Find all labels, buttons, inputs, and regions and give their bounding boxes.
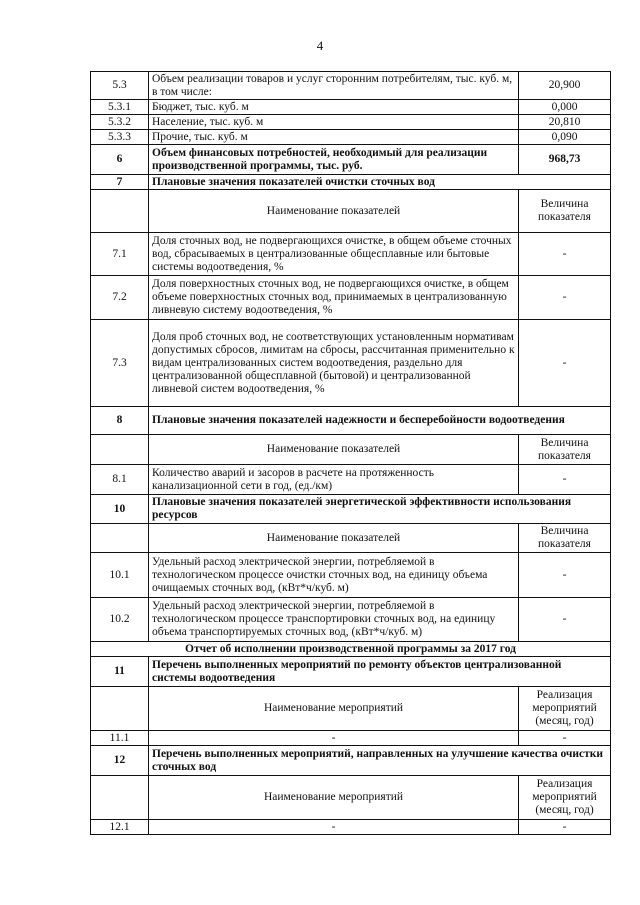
row-name: Доля сточных вод, не подвергающихся очистке, в общем объеме сточных вод, сбрасываемых в централизованные общесплавные или бытовые системы водоотведения, % [149, 233, 519, 276]
row-name: Удельный расход электрической энергии, потребляемой в технологическом процессе транспортировки сточных вод, на единицу объема транспортируемых сточных вод, (кВт*ч/куб. м) [149, 598, 519, 642]
row-number: 12.1 [91, 820, 149, 835]
row-value: - [519, 233, 611, 276]
row-number: 5.3.3 [91, 130, 149, 145]
row-value: - [519, 320, 611, 407]
column-header-name: Наименование показателей [149, 435, 519, 465]
section-number: 7 [91, 175, 149, 190]
row-number: 10.2 [91, 598, 149, 642]
row-name: Удельный расход электрической энергии, потребляемой в технологическом процессе очистки сточных вод, на единицу объема очищаемых сточных вод, (кВт*ч/куб. м) [149, 553, 519, 598]
row-name: - [149, 820, 519, 835]
table-row [91, 731, 611, 746]
column-header-value: Реализация мероприятий (месяц, год) [519, 687, 611, 731]
row-value: - [519, 553, 611, 598]
header-row [91, 776, 611, 820]
column-header-value: Величина показателя [519, 190, 611, 233]
section-number: 12 [91, 746, 149, 776]
table-row [91, 553, 611, 598]
header-row [91, 435, 611, 465]
column-header-name: Наименование показателей [149, 524, 519, 553]
table-row [91, 115, 611, 130]
section-title: Перечень выполненных мероприятий, направленных на улучшение качества очистки сточных вод [149, 746, 611, 776]
row-name: - [149, 731, 519, 746]
column-header-value: Величина показателя [519, 524, 611, 553]
row-number: 5.3.2 [91, 115, 149, 130]
header-row [91, 687, 611, 731]
page-number: 4 [316, 38, 324, 53]
column-header-name: Наименование показателей [149, 190, 519, 233]
row-name: Количество аварий и засоров в расчете на протяженность канализационной сети в год, (ед./км) [149, 465, 519, 495]
table-row [91, 72, 611, 100]
row-name: Население, тыс. куб. м [149, 115, 519, 130]
row-number: 7.3 [91, 320, 149, 407]
row-number: 6 [91, 145, 149, 175]
header-row [91, 524, 611, 553]
section-title: Перечень выполненных мероприятий по ремонту объектов централизованной системы водоотведения [149, 657, 611, 687]
table-row [91, 145, 611, 175]
section-row [91, 407, 611, 435]
row-value: - [519, 598, 611, 642]
row-value: - [519, 276, 611, 320]
section-title: Плановые значения показателей надежности и бесперебойности водоотведения [149, 407, 611, 435]
section-row [91, 175, 611, 190]
row-number: 7.1 [91, 233, 149, 276]
section-number: 8 [91, 407, 149, 435]
column-header-name: Наименование мероприятий [149, 776, 519, 820]
table-row [91, 320, 611, 407]
row-number: 10.1 [91, 553, 149, 598]
row-name: Доля поверхностных сточных вод, не подвергающихся очистке, в общем объеме поверхностных сточных вод, принимаемых в централизованную ливневую систему водоотведения, % [149, 276, 519, 320]
report-title: Отчет об исполнении производственной программы за 2017 год [91, 642, 611, 657]
report-row [91, 642, 611, 657]
row-value: 20,900 [519, 72, 611, 100]
row-number: 5.3.1 [91, 100, 149, 115]
row-number: 5.3 [91, 72, 149, 100]
row-name: Объем реализации товаров и услуг сторонним потребителям, тыс. куб. м, в том числе: [149, 72, 519, 100]
row-value: 0,000 [519, 100, 611, 115]
row-value: - [519, 820, 611, 835]
row-name: Прочие, тыс. куб. м [149, 130, 519, 145]
section-title: Плановые значения показателей очистки сточных вод [149, 175, 611, 190]
row-number: 7.2 [91, 276, 149, 320]
table-row [91, 465, 611, 495]
row-value: 20,810 [519, 115, 611, 130]
row-name: Доля проб сточных вод, не соответствующих установленным нормативам допустимых сбросов, лимитам на сбросы, рассчитанная применительно к видам централизованных систем водоотведения, раздельно для централизованной общесплавной (бытовой) и централизованной ливневой систем водоотведения, % [149, 320, 519, 407]
section-title: Плановые значения показателей энергетической эффективности использования ресурсов [149, 495, 611, 524]
section-row [91, 657, 611, 687]
table-row [91, 233, 611, 276]
row-name: Бюджет, тыс. куб. м [149, 100, 519, 115]
header-row [91, 190, 611, 233]
table-row [91, 100, 611, 115]
table-row [91, 130, 611, 145]
row-number: 11.1 [91, 731, 149, 746]
row-name: Объем финансовых потребностей, необходимый для реализации производственной программы, тыс. руб. [149, 145, 519, 175]
row-value: - [519, 465, 611, 495]
section-row [91, 746, 611, 776]
section-number: 10 [91, 495, 149, 524]
column-header-value: Величина показателя [519, 435, 611, 465]
row-value: - [519, 731, 611, 746]
column-header-value: Реализация мероприятий (месяц, год) [519, 776, 611, 820]
column-header-name: Наименование мероприятий [149, 687, 519, 731]
section-row [91, 495, 611, 524]
table-row [91, 276, 611, 320]
section-number: 11 [91, 657, 149, 687]
row-value: 0,090 [519, 130, 611, 145]
row-value: 968,73 [519, 145, 611, 175]
program-table [90, 71, 611, 835]
table-row [91, 598, 611, 642]
table-row [91, 820, 611, 835]
row-number: 8.1 [91, 465, 149, 495]
